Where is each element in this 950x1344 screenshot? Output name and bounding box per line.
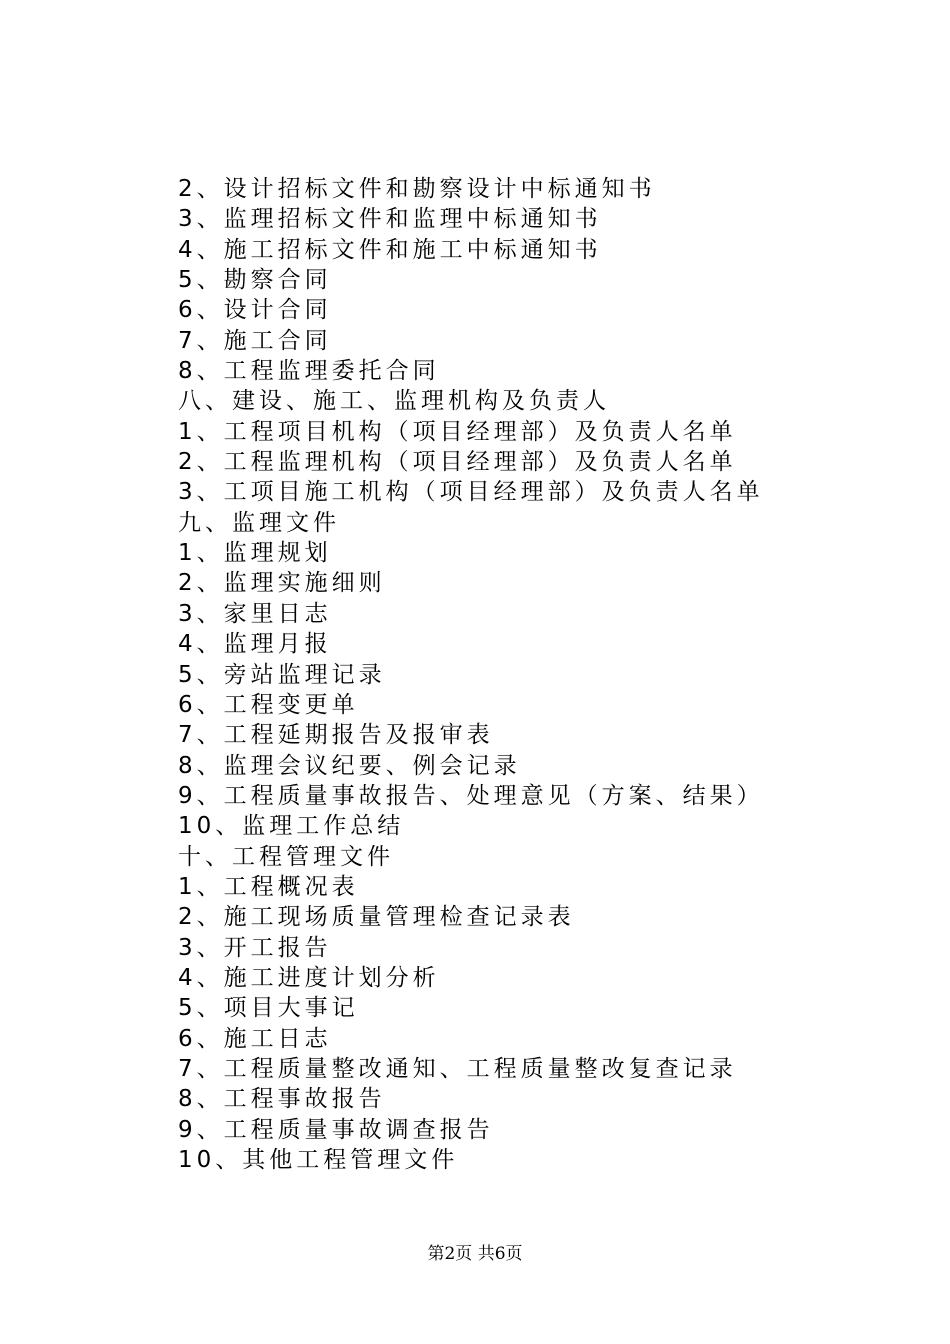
section-heading: 九、监理文件 xyxy=(178,509,340,536)
section-heading: 八、建设、施工、监理机构及负责人 xyxy=(178,388,610,415)
document-line: 2、工程监理机构（项目经理部）及负责人名单 xyxy=(178,449,737,476)
document-line: 1、工程项目机构（项目经理部）及负责人名单 xyxy=(178,418,737,445)
document-line: 2、监理实施细则 xyxy=(178,570,386,597)
document-line: 10、其他工程管理文件 xyxy=(178,1147,459,1173)
document-line: 6、工程变更单 xyxy=(178,691,359,718)
document-line: 5、项目大事记 xyxy=(178,995,359,1022)
document-line: 5、勘察合同 xyxy=(178,267,332,294)
document-line: 2、设计招标文件和勘察设计中标通知书 xyxy=(178,176,656,202)
document-line: 8、工程事故报告 xyxy=(178,1086,386,1113)
document-line: 1、工程概况表 xyxy=(178,873,359,900)
document-line: 10、监理工作总结 xyxy=(178,813,405,840)
document-line: 5、旁站监理记录 xyxy=(178,661,386,688)
document-line: 2、施工现场质量管理检查记录表 xyxy=(178,904,575,931)
document-line: 9、工程质量事故调查报告 xyxy=(178,1116,494,1143)
document-line: 7、工程延期报告及报审表 xyxy=(178,722,494,749)
document-line: 3、开工报告 xyxy=(178,934,332,961)
page-number-footer: 第2页 共6页 xyxy=(427,1244,523,1264)
document-line: 7、工程质量整改通知、工程质量整改复查记录 xyxy=(178,1055,737,1082)
document-line: 8、工程监理委托合同 xyxy=(178,358,440,385)
document-line: 4、施工进度计划分析 xyxy=(178,964,440,991)
document-line: 8、监理会议纪要、例会记录 xyxy=(178,752,521,779)
document-line: 4、施工招标文件和施工中标通知书 xyxy=(178,236,602,263)
document-line: 1、监理规划 xyxy=(178,540,332,567)
document-line: 6、设计合同 xyxy=(178,297,332,324)
document-body xyxy=(178,174,918,1175)
section-heading: 十、工程管理文件 xyxy=(178,843,394,870)
document-line: 3、家里日志 xyxy=(178,600,332,627)
document-line: 4、监理月报 xyxy=(178,631,332,658)
document-line: 3、工项目施工机构（项目经理部）及负责人名单 xyxy=(178,479,764,506)
document-line: 7、施工合同 xyxy=(178,327,332,354)
document-line: 9、工程质量事故报告、处理意见（方案、结果） xyxy=(178,782,764,809)
document-line: 3、监理招标文件和监理中标通知书 xyxy=(178,206,602,233)
document-line: 6、施工日志 xyxy=(178,1025,332,1052)
